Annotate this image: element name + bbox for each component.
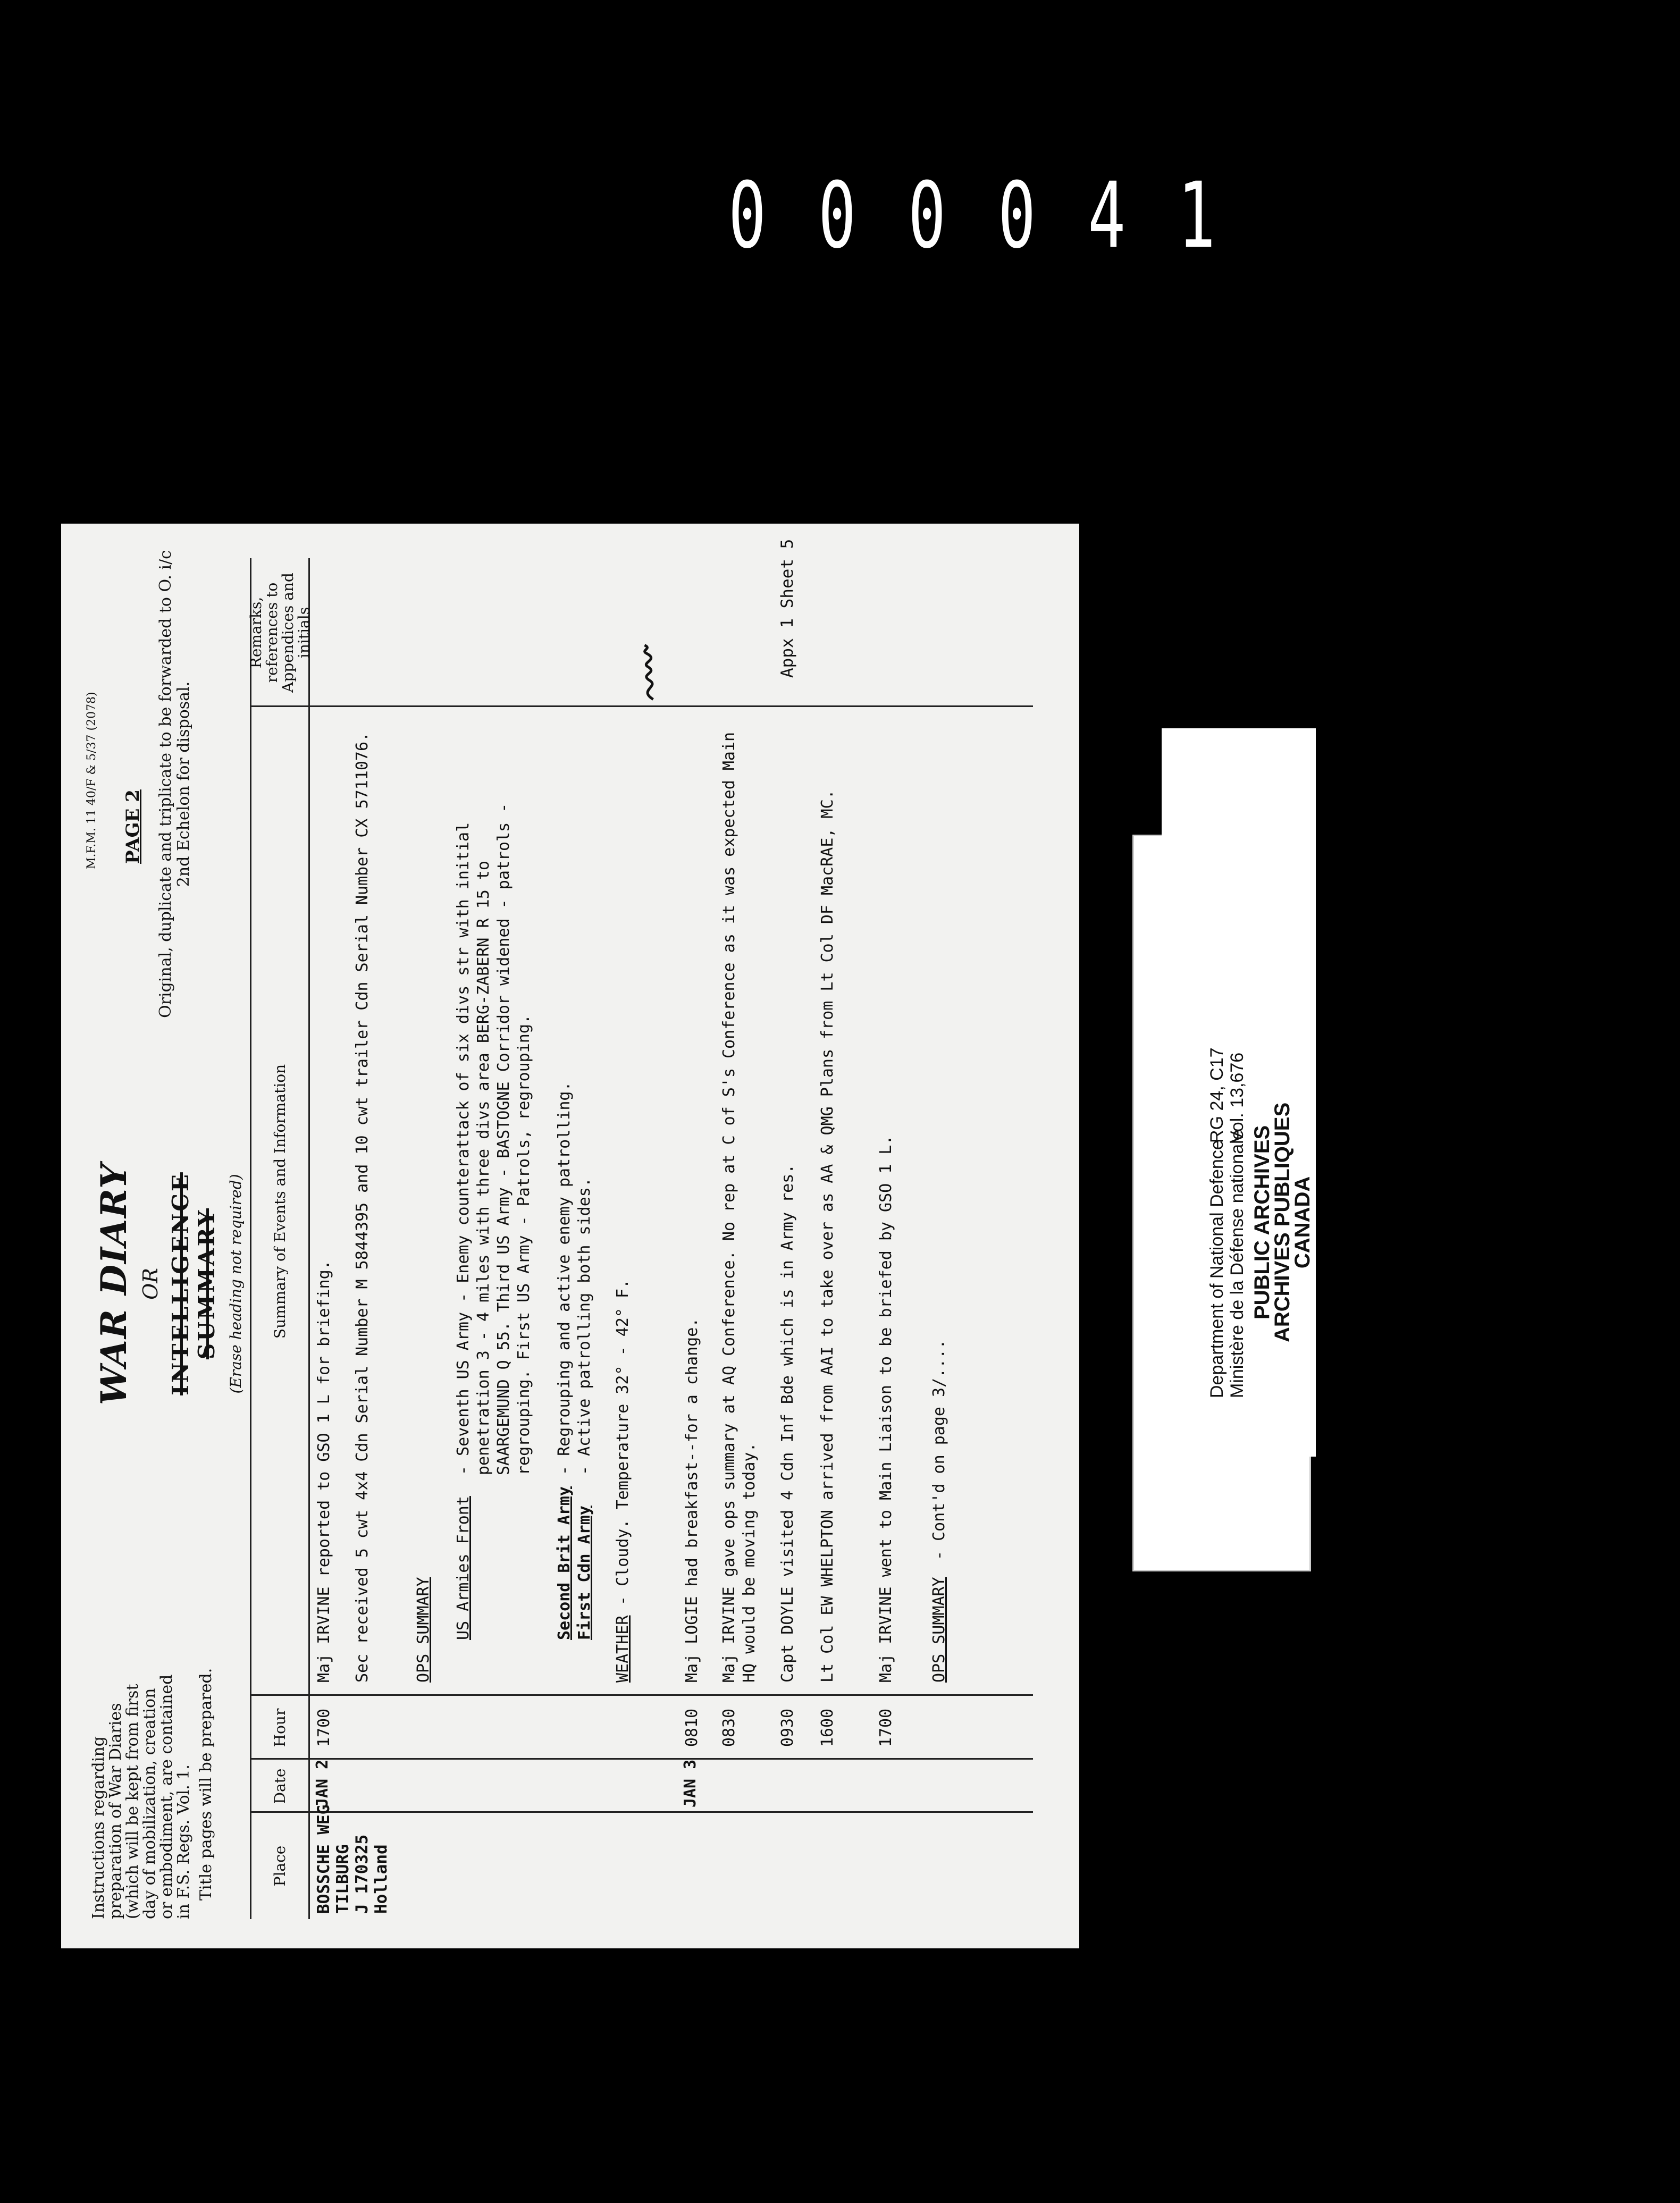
entry-text: - Active patrolling both sides. bbox=[575, 1178, 594, 1475]
volume-number: Vol. 13,676 bbox=[1227, 1052, 1247, 1143]
date-cell: JAN 2 bbox=[313, 1759, 332, 1808]
form-code: M.F.M. 11 40/F & 5/37 (2078) bbox=[85, 692, 98, 869]
record-group-number: RG 24, C17 bbox=[1207, 1047, 1227, 1143]
department-name bbox=[1207, 1130, 1247, 1398]
record-group bbox=[1207, 1047, 1247, 1143]
diary-table bbox=[247, 539, 1033, 1919]
microfilm-frame-number: 000041 bbox=[728, 162, 1268, 269]
ops-summary-heading: OPS SUMMARY bbox=[414, 1577, 433, 1683]
column-header-place: Place bbox=[251, 1813, 310, 1919]
entry-text: Lt Col EW WHELPTON arrived from AAI to take over as AA & QMG Plans from Lt Col DF MacRAE, MC. bbox=[818, 789, 837, 1683]
column-header-summary: Summary of Events and Information bbox=[251, 707, 310, 1696]
entry-text: Maj IRVINE gave ops summary at AQ Conference. No rep at C of S's Conference as it was expected Main HQ would be moving today. bbox=[720, 722, 759, 1683]
erase-note: (Erase heading not required) bbox=[227, 1174, 245, 1394]
entry-text: - Cont'd on page 3/.... bbox=[930, 1339, 948, 1560]
entry-text: Maj IRVINE went to Main Liaison to be briefed by GSO 1 L. bbox=[877, 1135, 895, 1683]
diary-title-block bbox=[93, 1098, 245, 1470]
appendix-reference: Appx 1 Sheet 5 bbox=[778, 539, 797, 678]
column-divider bbox=[251, 1694, 1033, 1696]
department-name-en: Department of National Defence bbox=[1207, 1140, 1227, 1398]
title-or: OR bbox=[139, 1268, 162, 1300]
entry-text: - Cloudy. Temperature 32° - 42° F. bbox=[614, 1279, 632, 1605]
front-heading: First Cdn Army bbox=[575, 1506, 594, 1640]
archive-label-card bbox=[1162, 728, 1316, 1457]
page-number: PAGE 2 bbox=[122, 789, 144, 864]
handwritten-initials bbox=[626, 642, 676, 704]
place-line: Holland bbox=[372, 1844, 391, 1914]
stamp-line: CANADA bbox=[1291, 1176, 1314, 1269]
entry-hour: 0810 bbox=[683, 1708, 701, 1747]
stamp-line: PUBLIC ARCHIVES bbox=[1250, 1125, 1274, 1320]
department-name-fr: Ministère de la Défense nationale bbox=[1227, 1130, 1247, 1398]
ops-summary-heading: OPS SUMMARY bbox=[930, 1577, 948, 1683]
column-divider bbox=[251, 1758, 1033, 1760]
entry-text: Sec received 5 cwt 4x4 Cdn Serial Number M 5844395 and 10 cwt trailer Cdn Serial Number CX 5711076. bbox=[353, 731, 372, 1683]
stamp-line: ARCHIVES PUBLIQUES bbox=[1271, 1102, 1294, 1342]
entry-hour: 1700 bbox=[877, 1708, 895, 1747]
entry-text: - Seventh US Army - Enemy counterattack of six divs str with initial penetration 3 - 4 miles with three divs area BERG-ZABERN R 15 to SAARGEMUND Q 55. Third US Army - BASTOGNE Corridor widened - patrols - regrouping. First US Army - Patrols, regrouping. bbox=[454, 793, 533, 1475]
entry-text: Maj LOGIE had breakfast--for a change. bbox=[683, 1317, 701, 1683]
place-line: BOSSCHE WEG bbox=[314, 1804, 333, 1914]
front-heading: US Armies Front bbox=[454, 1496, 473, 1640]
distribution-note: Original, duplicate and triplicate to be forwarded to O. i/c 2nd Echelon for disposal. bbox=[156, 550, 193, 1018]
place-line: J 170325 bbox=[352, 1834, 372, 1914]
public-archives-stamp bbox=[1252, 1103, 1313, 1342]
title-pages-note: Title pages will be prepared. bbox=[197, 1668, 215, 1901]
diary-title: WAR DIARY bbox=[93, 1162, 135, 1406]
instructions-note: Instructions regarding preparation of War Diaries (which will be kept from first day of mobilization, creation or embodiment, are contained in F.S. Regs. Vol. 1. bbox=[89, 1674, 193, 1919]
date-cell: JAN 3 bbox=[681, 1759, 700, 1808]
entry-hour: 0930 bbox=[778, 1708, 797, 1747]
entry-hour: 1600 bbox=[818, 1708, 837, 1747]
place-cell bbox=[314, 1805, 391, 1914]
column-header-date: Date bbox=[251, 1760, 310, 1813]
column-header-hour: Hour bbox=[251, 1696, 310, 1760]
place-line: TILBURG bbox=[333, 1844, 352, 1914]
rotated-page-content bbox=[61, 524, 1079, 1948]
front-heading: Second Brit Army bbox=[555, 1486, 574, 1640]
entry-hour: 0830 bbox=[720, 1708, 738, 1747]
archive-label-rotated bbox=[1162, 728, 1316, 1457]
entry-hour: 1700 bbox=[315, 1708, 333, 1747]
entry-text: Capt DOYLE visited 4 Cdn Inf Bde which is in Army res. bbox=[778, 1164, 797, 1683]
entry-text: - Regrouping and active enemy patrolling. bbox=[555, 1081, 574, 1475]
struck-heading: INTELLIGENCE SUMMARY bbox=[167, 1172, 220, 1395]
weather-heading: WEATHER bbox=[614, 1615, 632, 1683]
war-diary-page bbox=[61, 524, 1079, 1948]
entry-text: Maj IRVINE reported to GSO 1 L for briefing. bbox=[315, 1260, 333, 1683]
initials-scribble bbox=[626, 642, 668, 703]
column-header-remarks: Remarks, references to Appendices and initials bbox=[251, 558, 310, 707]
